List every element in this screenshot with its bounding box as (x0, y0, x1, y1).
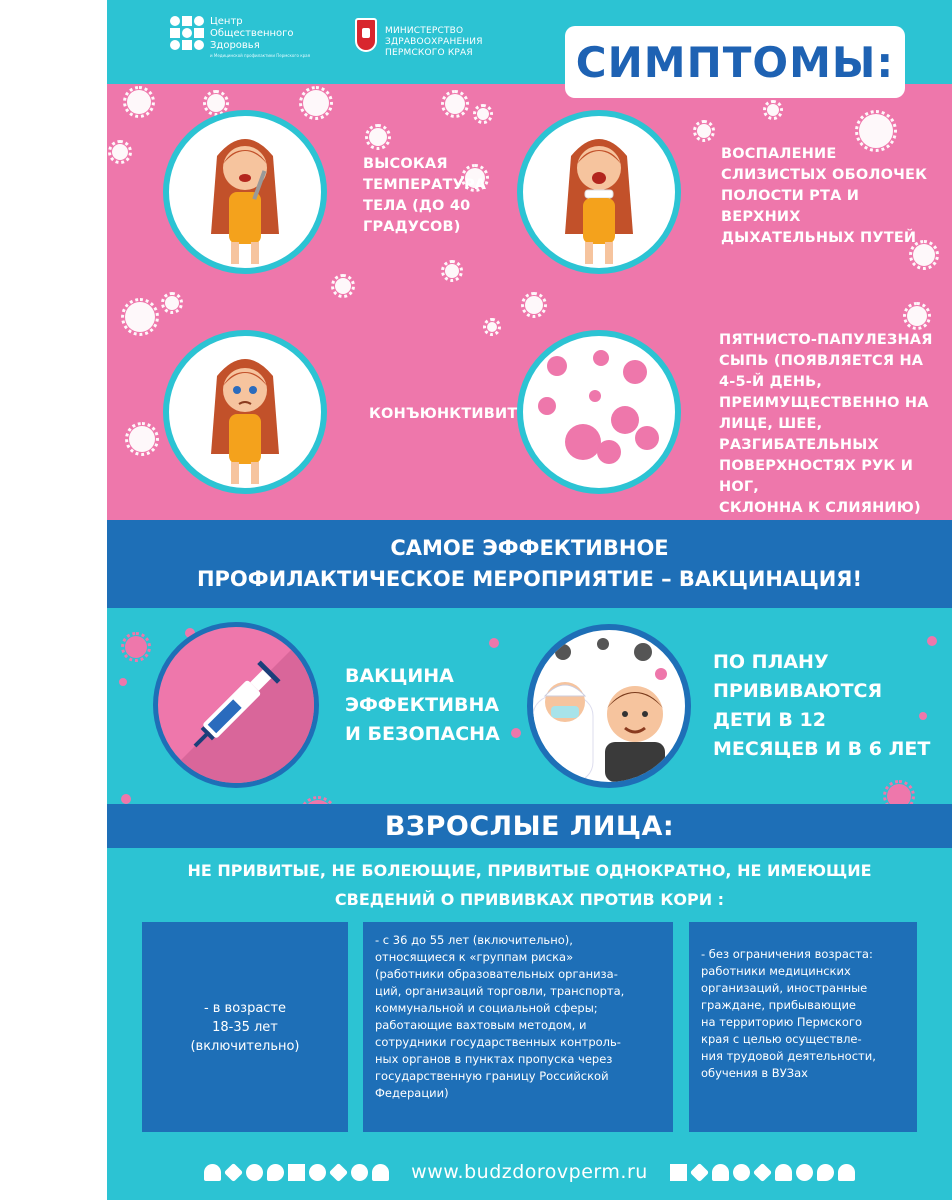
adults-subtitle (107, 856, 952, 914)
symptom-4-line: ЛИЦЕ, ШЕЕ, (719, 416, 823, 432)
dot-icon (119, 678, 127, 686)
symptoms-section (107, 84, 952, 520)
symptom-1-line: ТЕМПЕРАТУРА (363, 177, 487, 193)
dot-icon (489, 638, 499, 648)
adults-subtitle-line-1: НЕ ПРИВИТЫЕ, НЕ БОЛЕЮЩИЕ, ПРИВИТЫЕ ОДНОКРАТНО, НЕ ИМЕЮЩИЕ (187, 861, 872, 880)
symptom-conjunctivitis-text (369, 404, 517, 425)
box2-line: (работники образовательных организа- (375, 967, 618, 981)
dot-icon (927, 636, 937, 646)
virus-icon (477, 108, 489, 120)
virus-icon (445, 94, 465, 114)
virus-icon (127, 90, 151, 114)
dot-icon (121, 794, 131, 804)
footer (107, 1156, 952, 1188)
box2-line: работающие вахтовым методом, и (375, 1018, 587, 1032)
symptom-rash-text (719, 330, 952, 519)
virus-icon (207, 94, 225, 112)
symptom-2-line: ВЕРХНИХ (721, 209, 801, 225)
box2-line: ций, организаций торговли, транспорта, (375, 984, 625, 998)
box3-line: работники медицинских (701, 964, 851, 978)
website-link[interactable]: www.budzdorovperm.ru (411, 1161, 648, 1183)
box3-line: организаций, иностранные (701, 981, 868, 995)
public-health-center-logo (170, 16, 310, 59)
symptom-2-line: ПОЛОСТИ РТА И (721, 188, 860, 204)
box2-line: относящиеся к «группам риска» (375, 950, 574, 964)
vaccine-safe-text (345, 662, 500, 749)
ministry-line-3: ПЕРМСКОГО КРАЯ (385, 48, 473, 58)
symptom-1-line: ТЕЛА (ДО 40 (363, 198, 471, 214)
ministry-line-2: ЗДРАВООХРАНЕНИЯ (385, 37, 483, 47)
box3-line: обучения в ВУЗах (701, 1066, 808, 1080)
box3-line: на территорию Пермского (701, 1015, 862, 1029)
vaccine-plan-line: МЕСЯЦЕВ И В 6 ЛЕТ (713, 738, 931, 760)
symptom-1-line: ГРАДУСОВ) (363, 219, 461, 235)
box3-line: граждане, прибывающие (701, 998, 857, 1012)
box3-line: края с целью осуществле- (701, 1032, 862, 1046)
adults-title: ВЗРОСЛЫЕ ЛИЦА: (107, 804, 952, 848)
virus-icon (125, 302, 155, 332)
vaccine-safe-line: И БЕЗОПАСНА (345, 723, 500, 745)
perm-crest-icon (355, 18, 377, 52)
syringe-illustration (153, 622, 319, 788)
vaccination-child-illustration (527, 624, 691, 788)
vaccine-safe-line: ЭФФЕКТИВНА (345, 694, 500, 716)
ministry-logo (355, 18, 483, 59)
symptom-throat-text (721, 144, 927, 249)
virus-icon (525, 296, 543, 314)
dot-icon (511, 728, 521, 738)
logo-dots-icon (170, 16, 204, 50)
adults-box-risk-groups (363, 922, 673, 1132)
virus-icon (129, 426, 155, 452)
symptom-4-line: ПЯТНИСТО-ПАПУЛЕЗНАЯ (719, 332, 933, 348)
symptom-1-line: ВЫСОКАЯ (363, 156, 448, 172)
box2-line: ных органов в пунктах пропуска через (375, 1052, 613, 1066)
box3-line: ния трудовой деятельности, (701, 1049, 876, 1063)
symptom-fever-text (363, 154, 486, 238)
virus-icon (859, 114, 893, 148)
virus-icon (767, 104, 779, 116)
symptom-4-line: 4-5-Й ДЕНЬ, (719, 374, 823, 390)
virus-icon (445, 264, 459, 278)
box2-line: - с 36 до 55 лет (включительно), (375, 933, 573, 947)
symptom-3-line: КОНЪЮНКТИВИТ (369, 406, 518, 422)
symptom-2-line: ВОСПАЛЕНИЕ (721, 146, 837, 162)
virus-icon (165, 296, 179, 310)
virus-icon (303, 90, 329, 116)
adults-box-any-age (689, 922, 917, 1132)
ministry-line-1: МИНИСТЕРСТВО (385, 26, 464, 36)
symptom-4-line: ПРЕИМУЩЕСТВЕННО НА (719, 395, 929, 411)
virus-icon (112, 144, 128, 160)
box1-line: 18-35 лет (212, 1019, 278, 1035)
throat-illustration (517, 110, 681, 274)
box2-line: сотрудники государственных контроль- (375, 1035, 621, 1049)
rash-illustration (517, 330, 681, 494)
vaccine-plan-line: ПО ПЛАНУ (713, 651, 829, 673)
symptoms-title: СИМПТОМЫ: (565, 26, 905, 98)
adults-box-age (142, 922, 348, 1132)
box3-line: - без ограничения возраста: (701, 947, 873, 961)
decorative-shapes-icon (670, 1164, 855, 1181)
logo1-line-2: Общественного (210, 28, 294, 39)
conjunctivitis-illustration (163, 330, 327, 494)
box1-line: (включительно) (190, 1038, 300, 1054)
symptom-2-line: ДЫХАТЕЛЬНЫХ ПУТЕЙ (721, 230, 917, 246)
box1-line: - в возрасте (203, 1000, 287, 1016)
symptom-4-line: СКЛОННА К СЛИЯНИЮ) (719, 500, 921, 516)
vaccination-banner (107, 520, 952, 608)
virus-icon (125, 636, 147, 658)
virus-icon (335, 278, 351, 294)
banner-line-2: ПРОФИЛАКТИЧЕСКОЕ МЕРОПРИЯТИЕ – ВАКЦИНАЦИЯ! (196, 567, 863, 591)
vaccine-safe-line: ВАКЦИНА (345, 665, 454, 687)
logo1-line-1: Центр (210, 16, 243, 27)
virus-icon (907, 306, 927, 326)
logo1-line-3: Здоровья (210, 40, 260, 51)
virus-icon (697, 124, 711, 138)
virus-icon (369, 128, 387, 146)
vaccination-section (107, 608, 952, 1200)
banner-line-1: САМОЕ ЭФФЕКТИВНОЕ (390, 536, 669, 560)
vaccine-plan-text (713, 648, 930, 764)
fever-illustration (163, 110, 327, 274)
box2-line: государственную границу Российской (375, 1069, 609, 1083)
symptom-4-line: ПОВЕРХНОСТЯХ РУК И НОГ, (719, 458, 914, 495)
logo1-small-text: и Медицинской профилактики Пермского края (210, 53, 311, 58)
adults-subtitle-line-2: СВЕДЕНИЙ О ПРИВИВКАХ ПРОТИВ КОРИ : (334, 890, 725, 909)
symptom-4-line: РАЗГИБАТЕЛЬНЫХ (719, 437, 879, 453)
measles-poster (107, 0, 952, 1200)
symptom-2-line: СЛИЗИСТЫХ ОБОЛОЧЕК (721, 167, 928, 183)
vaccine-plan-line: ДЕТИ В 12 (713, 709, 826, 731)
box2-line: коммунальной и социальной сферы; (375, 1001, 598, 1015)
box2-line: Федерации) (375, 1086, 449, 1100)
decorative-shapes-icon (204, 1164, 389, 1181)
vaccine-plan-line: ПРИВИВАЮТСЯ (713, 680, 883, 702)
symptom-4-line: СЫПЬ (ПОЯВЛЯЕТСЯ НА (719, 353, 924, 369)
virus-icon (487, 322, 497, 332)
